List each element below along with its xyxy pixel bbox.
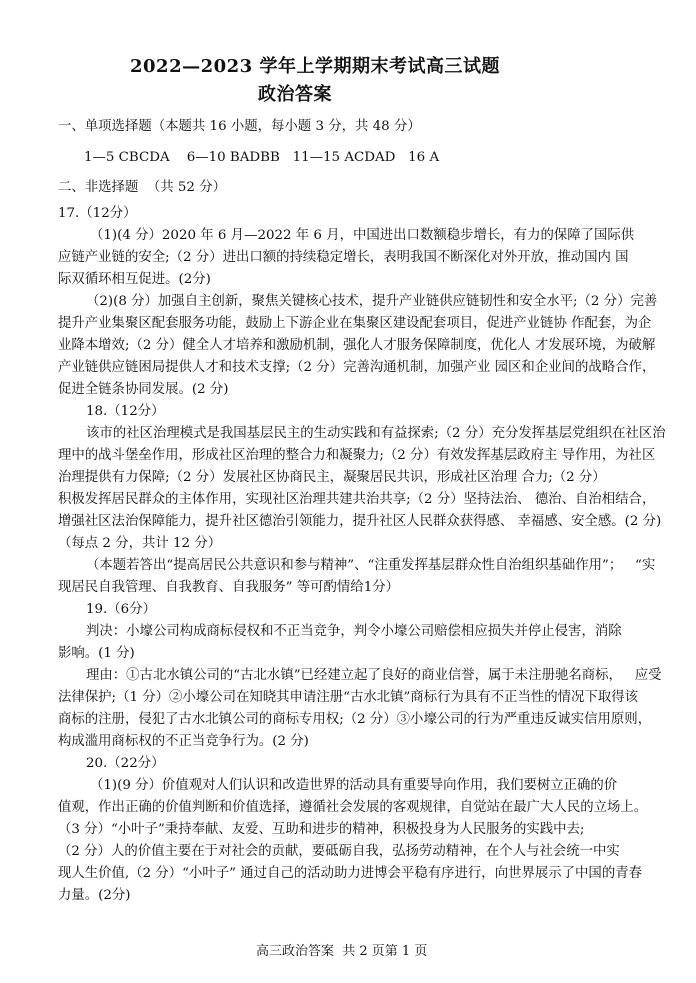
text-line: 促进全链条协同发展。(2 分) (58, 382, 229, 397)
text-line: （本题若答出“提高居民公共意识和参与精神”、“注重发挥基层群众性自治组织基础作用”； “实 (86, 558, 656, 573)
text-line: 该市的社区治理模式是我国基层民主的生动实践和有益探索;（2 分）充分发挥基层党组织在社区治 (86, 426, 666, 441)
text-line: 应链产业链的安全;（2 分）进出口额的持续稳定增长，表明我国不断深化对外开放，推动国内 国 (58, 250, 629, 265)
text-line: 商标的注册，侵犯了古水北镇公司的商标专用权;（2 分）③小壕公司的行为严重违反诚实信用原则， (58, 712, 652, 727)
text-line: 业降本增效;（2 分）健全人才培养和激励机制，强化人才服务保障制度，优化人 才发展环境，为破解 (58, 338, 656, 353)
text-line: 现居民自我管理、自我教育、自我服务” 等可酌情给1分） (58, 580, 399, 595)
text-line: 增强社区法治保障能力，提升社区德治引领能力，提升社区人民群众获得感、 幸福感、安全感。(2 分) (58, 514, 662, 529)
page-title: 2022—2023 学年上学期期末考试高三试题 (130, 56, 500, 77)
text-line: （3 分）“小叶子”秉持奉献、友爱、互助和进步的精神，积极投身为人民服务的实践中去; (58, 822, 585, 837)
section-heading-choice: 一、单项选择题（本题共 16 小题，每小题 3 分，共 48 分） (58, 119, 421, 134)
text-line: 值观，作出正确的价值判断和价值选择，遵循社会发展的客观规律，自觉站在最广大人民的立场上。 (58, 800, 648, 815)
text-line: 现人生价值,（2 分）“小叶子” 通过自己的活动助力进博会平稳有序进行，向世界展示了中国的青春 (58, 866, 642, 881)
text-line: 提升产业集聚区配套服务功能，鼓励上下游企业在集聚区建设配套项目，促进产业链协 作配套，为企 (58, 316, 652, 331)
text-line: 积极发挥居民群众的主体作用，实现社区治理共建共治共享;（2 分）坚持法治、 德治、自治相结合， (58, 492, 656, 507)
text-line: 理中的战斗堡垒作用，形成社区治理的整合力和凝聚力;（2 分）有效发挥基层政府主 导作用，为社区 (58, 448, 656, 463)
text-line: 判决：小壕公司构成商标侵权和不正当竞争，判令小壕公司赔偿相应损失并停止侵害，消除 (86, 624, 622, 639)
text-line: 理由：①古北水镇公司的“古北水镇”已经建立起了良好的商业信誉，属于未注册驰名商标， 应受 (86, 668, 662, 683)
text-line: 力量。(2分) (58, 888, 131, 903)
text-line: 17.（12分） (58, 206, 137, 221)
text-line: 20.（22分） (86, 756, 165, 771)
text-line: 影响。(1 分) (58, 646, 135, 661)
text-line: 构成滥用商标权的不正当竞争行为。(2 分) (58, 734, 309, 749)
text-line: 19.（6分） (86, 602, 156, 617)
text-line: 18.（12分） (86, 404, 165, 419)
text-line: 产业链供应链困局提供人才和技术支撑;（2 分）完善沟通机制，加强产业 园区和企业间的战略合作， (58, 360, 656, 375)
section-heading-nonchoice: 二、非选择题 （共 52 分） (58, 180, 226, 195)
text-line: （2)(8 分）加强自主创新，聚焦关键核心技术，提升产业链供应链韧性和安全水平;（2 分）完善 (86, 294, 658, 309)
text-line: （2 分）人的价值主要在于对社会的贡献，要砥砺自我，弘扬劳动精神，在个人与社会统一中实 (58, 844, 620, 859)
page-footer: 高三政治答案 共 2 页第 1 页 (256, 944, 428, 959)
text-line: 际双循环相互促进。(2分) (58, 272, 211, 287)
text-line: 治理提供有力保障;（2 分）发展社区协商民主，凝聚居民共识，形成社区治理 合力;（2 分） (58, 470, 606, 485)
text-line: 法律保护;（1 分）②小壕公司在知晓其申请注册“古水北镇”商标行为具有不正当性的情况下取得该 (58, 690, 638, 705)
page-subtitle: 政治答案 (258, 84, 332, 105)
text-line: （1)(9 分）价值观对人们认识和改造世界的活动具有重要导向作用，我们要树立正确的价 (90, 778, 618, 793)
text-line: （每点 2 分，共计 12 分） (58, 536, 222, 551)
choice-answers: 1—5 CBCDA 6—10 BADBB 11—15 ACDAD 16 A (84, 150, 440, 165)
text-line: （1)(4 分）2020 年 6 月—2022 年 6 月，中国进出口数额稳步增长，有力的保障了国际供 (90, 228, 635, 243)
